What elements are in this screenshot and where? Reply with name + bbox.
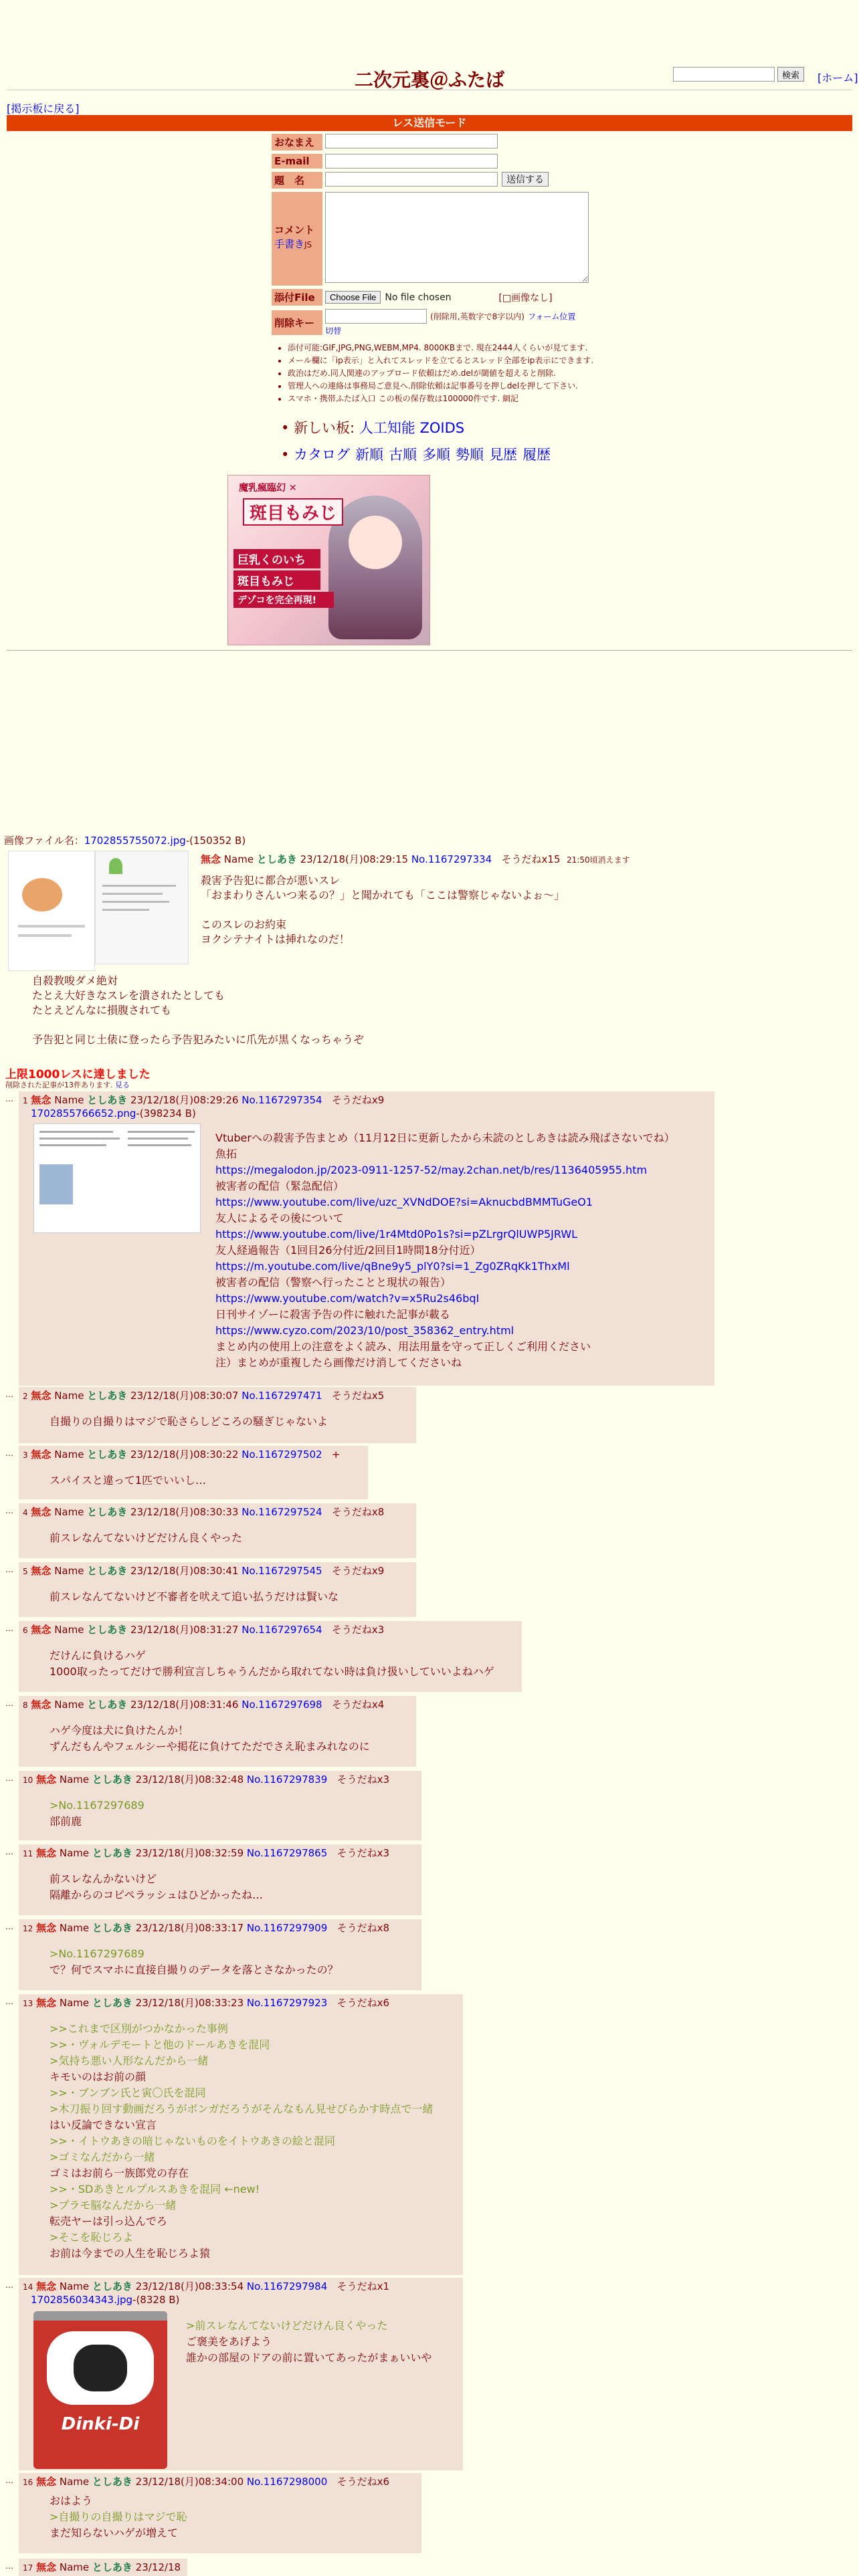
subject-label: 題 名 bbox=[272, 172, 322, 189]
subject-field[interactable] bbox=[325, 172, 498, 187]
post-number-link[interactable]: No.1167297524 bbox=[242, 1506, 322, 1518]
reply-header: 6 無念 Name としあき 23/12/18(月)08:31:27 No.1167297654 そうだねx3 bbox=[23, 1624, 385, 1636]
op-date: 23/12/18(月)08:29:15 bbox=[300, 853, 409, 865]
reply bbox=[19, 1387, 416, 1443]
note-item: • 管理人への連絡は事務局ご意見へ.削除依頼は記事番号を押しdelを押して下さい. bbox=[288, 381, 609, 392]
sodane-button[interactable]: そうだねx3 bbox=[331, 1624, 385, 1636]
reply-body: ハゲ今度は犬に負けたんか！ ずんだもんやフェルシーや掲花に負けてただでさえ恥まみれなのに bbox=[50, 1724, 370, 1753]
page-title: 二次元裏＠ふたば bbox=[354, 69, 504, 91]
reply-header: 2 無念 Name としあき 23/12/18(月)08:30:07 No.1167297471 そうだねx5 bbox=[23, 1390, 385, 1402]
sort-many-link[interactable]: 多順 bbox=[422, 447, 451, 463]
reply-body: >>これまで区別がつかなかった事例 >>・ヴォルデモートと他のドールあきを混同 >気持ち悪い人形なんだから一緒 キモいのはお前の顔 >>・ブンブン氏と寅〇氏を混同 >木刀振り回す動画だろうがボンガだろうがそんなもん見せびらかす時点で一緒 はい反論できない宣言 >>・イトウあきの暗じゃないものをイトウあきの絵と混同 >ゴミなんだから一緒 ゴミはお前ら一族郎党の存在 >>・SDあきとルプルスあきを混同 ←new! >プラモ脳なんだから一緒 転売ヤーは引っ込んでろ >そこを恥じろよ お前は今までの人生を恥じろよ猿 bbox=[50, 2022, 434, 2260]
post-number-link[interactable]: No.1167297545 bbox=[242, 1565, 322, 1577]
sodane-button[interactable]: そうだねx3 bbox=[337, 1774, 389, 1786]
sodane-button[interactable]: そうだねx4 bbox=[331, 1699, 385, 1711]
divider bbox=[7, 650, 852, 651]
file-label: 添付File bbox=[272, 289, 322, 306]
reply-header: 3 無念 Name としあき 23/12/18(月)08:30:22 No.1167297502 + bbox=[23, 1448, 341, 1461]
note-item: • メール欄に「ip表示」と入れてスレッドを立てるとスレッド全部をip表示にできます. bbox=[288, 355, 609, 366]
reply-body: スパイスと違って1匹でいいし… bbox=[50, 1474, 207, 1487]
note-item: • 政治はだめ.同人関連のアップロード依頼はだめ.delが閾値を超えると削除. bbox=[288, 368, 609, 379]
name-label: おなまえ bbox=[272, 134, 322, 150]
reply bbox=[19, 2473, 421, 2553]
switch-link[interactable]: 切替 bbox=[325, 326, 342, 336]
new-board-label: 新しい板: bbox=[294, 420, 355, 436]
reply-mode-bar: レス送信モード bbox=[7, 115, 852, 131]
reply-header: 11 無念 Name としあき 23/12/18(月)08:32:59 No.1167297865 そうだねx3 bbox=[23, 1847, 389, 1859]
deleted-notice: 削除された記事が13件あります. 見る bbox=[5, 1081, 130, 1089]
reply-header: 4 無念 Name としあき 23/12/18(月)08:30:33 No.1167297524 そうだねx8 bbox=[23, 1506, 385, 1518]
post-form bbox=[272, 134, 589, 340]
video-url[interactable]: https://www.youtube.com/live/uzc_XVNdDOE?si=AknucbdBMMTuGeO1 bbox=[215, 1196, 593, 1208]
post-number-link[interactable]: No.1167297698 bbox=[242, 1699, 322, 1711]
ad-top-text: 魔乳瘋臨幻 ✕ bbox=[239, 483, 297, 494]
post-number-link[interactable]: No.1167297909 bbox=[246, 1922, 328, 1934]
reply-header: 17 無念 Name としあき 23/12/18 bbox=[23, 2561, 181, 2573]
post-number-link[interactable]: No.1167297354 bbox=[242, 1094, 322, 1106]
post-number-link[interactable]: No.1167297502 bbox=[242, 1448, 322, 1461]
name-field[interactable] bbox=[325, 134, 498, 148]
js-label: JS bbox=[304, 240, 312, 249]
op-file-label: 画像ファイル名： bbox=[4, 835, 84, 847]
sodane-button[interactable]: そうだねx5 bbox=[331, 1390, 385, 1402]
reply bbox=[19, 1994, 463, 2275]
show-deleted-link[interactable]: 見る bbox=[115, 1081, 130, 1089]
post-number-link[interactable]: No.1167298000 bbox=[246, 2476, 328, 2488]
reply bbox=[19, 1446, 368, 1499]
reply-marker: … bbox=[5, 1094, 13, 1103]
quote-line: >No.1167297689 bbox=[50, 1947, 145, 1960]
sodane-button[interactable]: そうだねx6 bbox=[337, 2476, 389, 2488]
reply-body: 前スレなんてないけどだけん良くやった bbox=[50, 1531, 243, 1544]
reply-thumbnail[interactable] bbox=[33, 1123, 201, 1233]
post-number-link[interactable]: No.1167297923 bbox=[246, 1997, 328, 2009]
board-notes bbox=[281, 342, 609, 406]
reply-header: 1 無念 Name としあき 23/12/18(月)08:29:26 No.1167297354 そうだねx9 bbox=[23, 1094, 385, 1106]
reply bbox=[19, 1503, 416, 1558]
reply-header: 14 無念 Name としあき 23/12/18(月)08:33:54 No.1167297984 そうだねx1 bbox=[23, 2280, 389, 2292]
op-expire: 21:50頃消えます bbox=[567, 855, 630, 865]
header bbox=[0, 0, 859, 100]
post-number-link[interactable]: No.1167297471 bbox=[242, 1390, 322, 1402]
op-file-size: -(150352 B) bbox=[185, 835, 246, 847]
sodane-button[interactable]: そうだねx1 bbox=[337, 2280, 389, 2292]
op-subject: 無念 bbox=[201, 853, 221, 865]
op-name-label: Name bbox=[223, 853, 254, 865]
history-link[interactable]: 履歴 bbox=[522, 447, 551, 463]
delete-key-label: 削除キー bbox=[272, 310, 322, 335]
archive-url[interactable]: https://megalodon.jp/2023-0911-1257-52/may.2chan.net/b/res/1136405955.htm bbox=[215, 1164, 648, 1176]
search-input[interactable] bbox=[673, 67, 775, 82]
handwrite-link[interactable]: 手書き bbox=[274, 238, 305, 250]
search-box bbox=[673, 67, 804, 82]
sodane-button[interactable]: そうだねx8 bbox=[337, 1922, 389, 1934]
post-number-link[interactable]: No.1167297865 bbox=[246, 1847, 328, 1859]
delete-key-note: (削除用,英数字で8字以内) bbox=[430, 312, 524, 322]
op-name: としあき bbox=[256, 853, 297, 865]
new-board-link-zoids[interactable]: ZOIDS bbox=[419, 420, 465, 436]
post-number-link[interactable]: No.1167297984 bbox=[246, 2280, 328, 2292]
sodane-button[interactable]: そうだねx9 bbox=[331, 1094, 385, 1106]
sodane-button[interactable]: そうだねx8 bbox=[331, 1506, 385, 1518]
reply-header: 5 無念 Name としあき 23/12/18(月)08:30:41 No.1167297545 そうだねx9 bbox=[23, 1565, 385, 1577]
op-post-number[interactable]: No.1167297334 bbox=[411, 853, 492, 865]
search-button[interactable]: 検索 bbox=[777, 67, 804, 82]
reply bbox=[19, 1771, 421, 1840]
op-file-link[interactable]: 1702855755072.jpg bbox=[84, 835, 186, 847]
ad-line: デゾコを完全再現! bbox=[233, 592, 334, 608]
home-link[interactable]: [ホーム] bbox=[818, 72, 858, 84]
op-body-cont: 自殺教唆ダメ絶対 たとえ大好きなスレを潰されたとしても たとえどんなに損腹されても 予告犯と同じ土俵に登ったら予告犯みたいに爪先が黒くなっちゃうぞ bbox=[32, 974, 365, 1046]
reply-body: 自撮りの自撮りはマジで恥さらしどころの騒ぎじゃないよ bbox=[50, 1415, 328, 1428]
email-label: E-mail bbox=[272, 154, 322, 169]
reply bbox=[19, 1919, 421, 1990]
sodane-button[interactable]: そうだねx9 bbox=[331, 1565, 385, 1577]
submit-button[interactable]: 送信する bbox=[502, 172, 549, 187]
reply-body: だけんに負けるハゲ 1000取ったってだけで勝利宣言しちゃうんだから取れてない時は負け扱いしていいよねハゲ bbox=[50, 1649, 494, 1678]
reply bbox=[19, 1844, 421, 1915]
op-file-line bbox=[4, 833, 246, 847]
sodane-button[interactable]: そうだねx3 bbox=[337, 1847, 389, 1859]
article-url[interactable]: https://www.cyzo.com/2023/10/post_358362_entry.html bbox=[215, 1324, 514, 1337]
file-choose-button[interactable]: Choose File bbox=[325, 291, 381, 304]
advertisement-banner[interactable] bbox=[227, 475, 430, 645]
new-board-link-ai[interactable]: 人工知能 bbox=[359, 420, 415, 436]
note-item: • 添付可能:GIF,JPG,PNG,WEBM,MP4. 8000KBまで. 現在2444人くらいが見てます. bbox=[288, 342, 609, 354]
comment-label-box bbox=[272, 192, 322, 286]
sort-old-link[interactable]: 古順 bbox=[389, 447, 417, 463]
op-body: 殺害予告犯に都合が悪いスレ 「おまわりさんいつ来るの？」と聞かれても「ここは警察じゃないよぉ～」 このスレのお約束 ヨクシテナイトは挿れなのだ！ bbox=[201, 874, 565, 946]
reply-header: 12 無念 Name としあき 23/12/18(月)08:33:17 No.1167297909 そうだねx8 bbox=[23, 1922, 389, 1934]
reply bbox=[19, 1696, 416, 1767]
post-number-link[interactable]: No.1167297839 bbox=[246, 1774, 328, 1786]
avatar-image bbox=[22, 878, 62, 911]
op-thumbnail-screenshot[interactable] bbox=[95, 851, 189, 964]
op-thumbnail[interactable] bbox=[8, 851, 95, 971]
video-url[interactable]: https://m.youtube.com/live/qBne9y5_plY0?si=1_Zg0ZRqKk1ThxMl bbox=[215, 1260, 570, 1273]
op-sodane[interactable]: そうだねx15 bbox=[501, 853, 561, 865]
ad-logo: 斑目もみじ bbox=[243, 498, 343, 526]
reply-file-link[interactable]: 1702855766652.png bbox=[31, 1107, 136, 1119]
post-number-link[interactable]: No.1167297654 bbox=[242, 1624, 322, 1636]
reply-body: Vtuberへの殺害予告まとめ（11月12日に更新したから未読のとしあきは読み飛ばさないでね） 魚拓 https://megalodon.jp/2023-0911-1257-52/may.2chan.net/b/res/1136405955.htm 被害者の配信（緊急配信） https://www.youtube.com/live/uzc_XVNdDOE?si=AknucbdBMMTuGeO1 友人によるその後について https://www.youtube.com/live/1r4Mtd0Po1s?si=pZLrgrQlUWP5JRWL 友人経過報告（1回目26分付近/2回目1時間18分付近） https://m.youtube.com/live/qBne9y5_plY0?si=1_Zg0ZRqKk1ThxMl 被害者の配信（警察へ行ったことと現状の報告） https://www.youtube.com/watch?v=x5Ru2s46bqI 日刊サイゾーに殺害予告の件に触れた記事が載る https://www.cyzo.com/2023/10/post_358362_entry.html まとめ内の使用上の注意をよく読み、用法用量を守って正しくご利用ください 注）まとめが重複したら画像だけ消してくださいね bbox=[215, 1132, 675, 1369]
dog-food-can-image[interactable] bbox=[33, 2311, 167, 2469]
file-status: No file chosen bbox=[385, 292, 452, 303]
reply-header: 16 無念 Name としあき 23/12/18(月)08:34:00 No.1167298000 そうだねx6 bbox=[23, 2476, 389, 2488]
reply-header: 8 無念 Name としあき 23/12/18(月)08:31:46 No.1167297698 そうだねx4 bbox=[23, 1699, 385, 1711]
ad-line: 斑目もみじ bbox=[233, 570, 320, 590]
ad-line: 巨乳くのいち bbox=[233, 549, 320, 568]
reply bbox=[19, 1562, 416, 1617]
reply-file-link[interactable]: 1702856034343.jpg bbox=[31, 2294, 133, 2306]
sort-new-link[interactable]: 新順 bbox=[355, 447, 384, 463]
sort-momentum-link[interactable]: 勢順 bbox=[456, 447, 484, 463]
reply-body: おはよう >自撮りの自撮りはマジで恥 まだ知らないハゲが増えて bbox=[50, 2494, 187, 2539]
sodane-button[interactable]: そうだねx6 bbox=[337, 1997, 389, 2009]
reply-body: 前スレなんかないけど 隔離からのコピペラッシュはひどかったね… bbox=[50, 1872, 264, 1901]
form-position-link[interactable]: フォーム位置 bbox=[528, 312, 576, 322]
catalog-link[interactable]: カタログ bbox=[294, 447, 351, 463]
sodane-button[interactable]: + bbox=[331, 1448, 341, 1461]
op-header bbox=[201, 852, 630, 866]
quote-line: >No.1167297689 bbox=[50, 1799, 145, 1812]
comment-label: コメント bbox=[274, 224, 315, 236]
sort-links: • カタログ 新順 古順 多順 勢順 見歴 履歴 bbox=[281, 447, 551, 463]
video-url[interactable]: https://www.youtube.com/watch?v=x5Ru2s46bqI bbox=[215, 1292, 480, 1305]
reply-limit-notice: 上限1000レスに達しました bbox=[5, 1068, 151, 1081]
back-to-board-link[interactable]: [掲示板に戻る] bbox=[7, 102, 80, 115]
reply-file-line: 1702856034343.jpg-(8328 B) bbox=[31, 2294, 180, 2306]
reply bbox=[19, 1091, 714, 1386]
delete-key-field[interactable] bbox=[325, 309, 427, 324]
reply bbox=[19, 2278, 463, 2470]
reply-body: >No.1167297689 で？何でスマホに直接自撮りのデータを落とさなかったの？ bbox=[50, 1947, 339, 1976]
email-field[interactable] bbox=[325, 154, 498, 169]
comment-field[interactable] bbox=[325, 192, 589, 283]
reply-file-line: 1702855766652.png-(398234 B) bbox=[31, 1107, 196, 1119]
video-url[interactable]: https://www.youtube.com/live/1r4Mtd0Po1s?si=pZLrgrQlUWP5JRWL bbox=[215, 1228, 578, 1241]
new-board-line: • 新しい板: 人工知能 ZOIDS bbox=[281, 420, 465, 436]
can-brand-text: Dinki-Di bbox=[61, 2414, 140, 2434]
no-image-checkbox[interactable]: [□画像なし] bbox=[498, 292, 553, 304]
view-history-link[interactable]: 見歴 bbox=[489, 447, 518, 463]
reply-body: 前スレなんてないけど不審者を吠えて追い払うだけは賢いな bbox=[50, 1590, 339, 1603]
reply-header: 10 無念 Name としあき 23/12/18(月)08:32:48 No.1167297839 そうだねx3 bbox=[23, 1774, 389, 1786]
reply bbox=[19, 1621, 522, 1692]
reply-body: >前スレなんてないけどだけん良くやった ご褒美をあげよう 誰かの部屋のドアの前に置いてあったがまぁいいや bbox=[186, 2319, 432, 2364]
reply bbox=[19, 2559, 187, 2576]
reply-body: >No.1167297689 部前鹿 bbox=[50, 1799, 145, 1828]
note-item: • スマホ・携帯ふたば入口 この板の保存数は100000件です. 網記 bbox=[288, 393, 609, 405]
reply-header: 13 無念 Name としあき 23/12/18(月)08:33:23 No.1167297923 そうだねx6 bbox=[23, 1997, 389, 2009]
